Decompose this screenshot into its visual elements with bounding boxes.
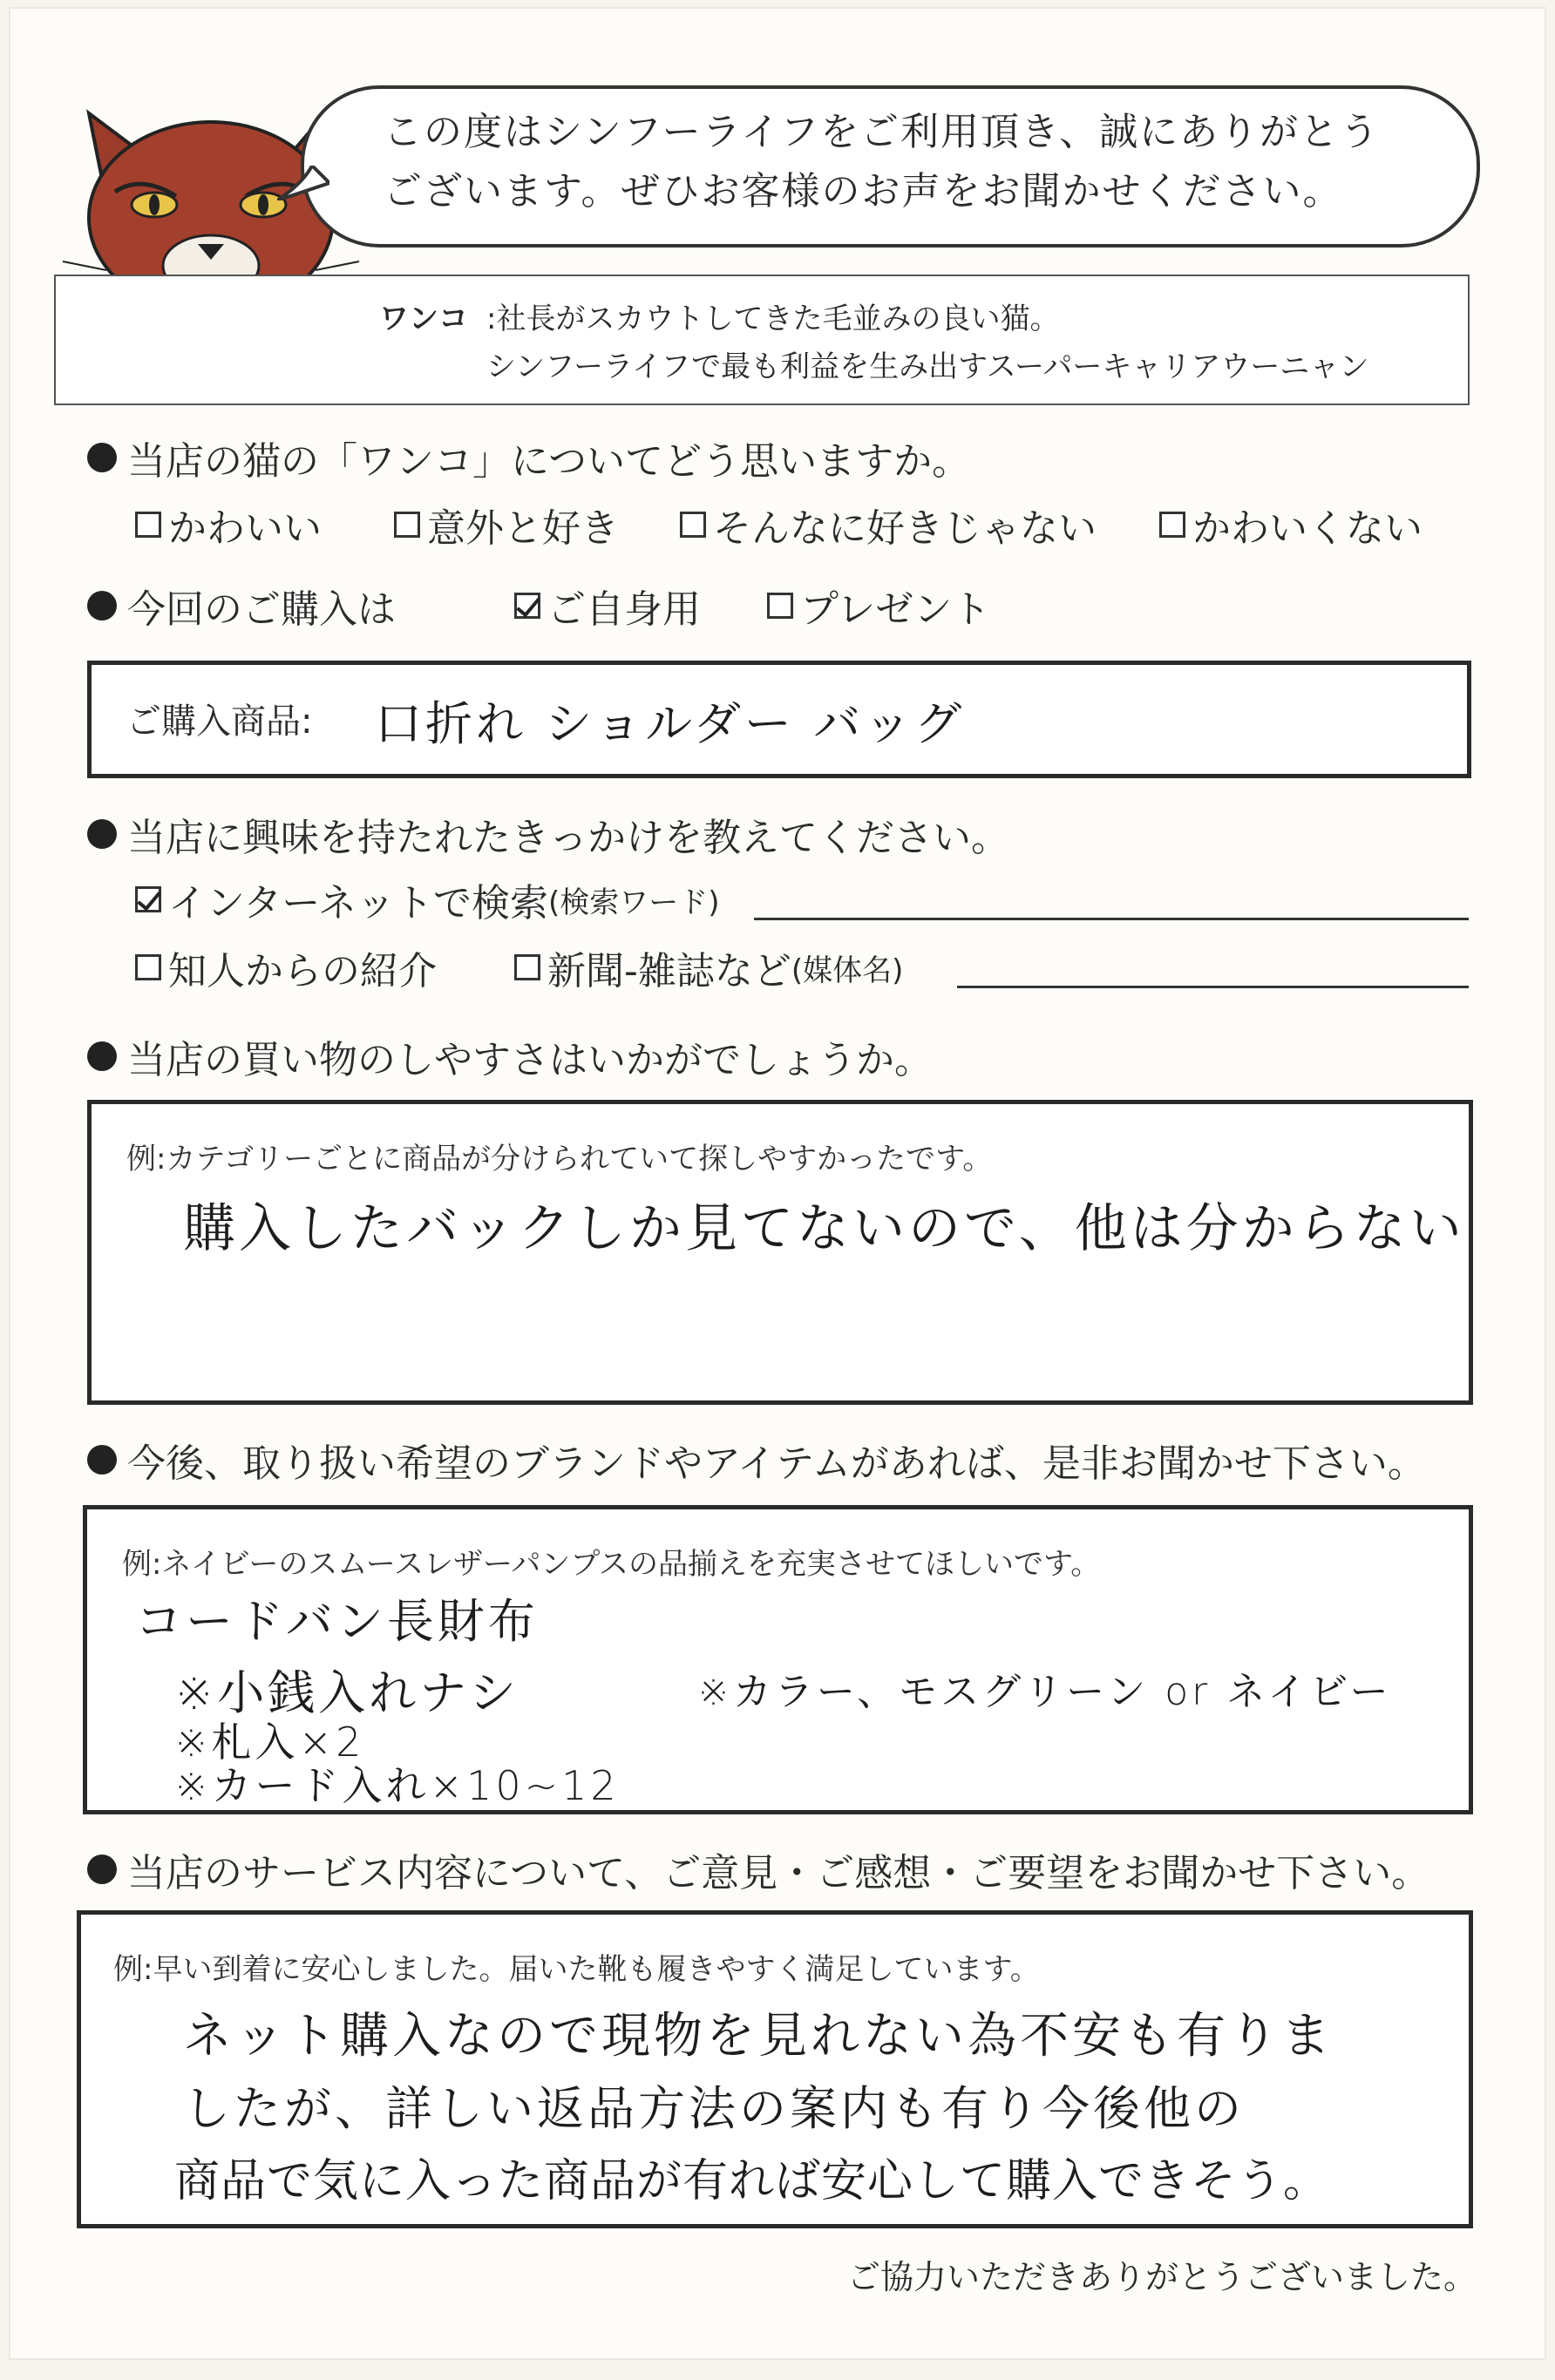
question-4 (87, 1028, 933, 1084)
wanko-description-line-2: シンフーライフで最も利益を生み出すスーパーキャリアウーニャン (486, 349, 1369, 384)
bullet-icon (87, 1041, 117, 1071)
q6-answer-line-1: ネット購入なので現物を見れない為不安も有りま (183, 2008, 1334, 2065)
speech-bubble-tail (277, 166, 329, 200)
option-sublabel: (媒体名) (791, 953, 904, 988)
option-label: かわいい (168, 506, 322, 551)
q4-example: 例:カテゴリーごとに商品が分けられていて探しやすかったです。 (126, 1142, 993, 1176)
bullet-icon (87, 443, 117, 472)
purchase-label: ご購入商品: (126, 702, 313, 742)
checkbox-checked-icon[interactable] (135, 886, 161, 912)
checkbox-icon[interactable] (767, 593, 793, 619)
greeting-line-2: ございます。ぜひお客様のお声をお聞かせください。 (384, 169, 1343, 214)
q2-option-jishin-you[interactable] (514, 578, 701, 634)
search-word-line[interactable] (754, 918, 1469, 920)
q1-option-sonnani-suki-janai[interactable] (680, 497, 1097, 553)
q2-option-present[interactable] (767, 578, 990, 634)
media-name-line[interactable] (957, 986, 1469, 988)
checkbox-icon[interactable] (680, 512, 706, 538)
q5-answer-line-4: ※カード入れ×10~12 (174, 1762, 620, 1809)
purchase-value: 口折れ ショルダー バッグ (375, 696, 966, 751)
checkbox-checked-icon[interactable] (514, 593, 540, 619)
question-1-text: 当店の猫の「ワンコ」についてどう思いますか。 (127, 439, 971, 484)
checkbox-icon[interactable] (135, 954, 161, 980)
checkbox-icon[interactable] (1159, 512, 1185, 538)
q1-option-kawaikunai[interactable] (1159, 497, 1423, 553)
checkbox-icon[interactable] (514, 954, 540, 980)
checkbox-icon[interactable] (135, 512, 161, 538)
bullet-icon (87, 591, 117, 620)
option-label: 新聞-雑誌など (547, 949, 791, 993)
option-label: そんなに好きじゃない (713, 506, 1097, 551)
question-1 (87, 430, 970, 485)
bullet-icon (87, 1445, 117, 1475)
option-label: インターネットで検索 (168, 881, 549, 926)
option-label: 意外と好き (427, 506, 619, 551)
greeting-text (384, 103, 1447, 221)
checkbox-icon[interactable] (394, 512, 420, 538)
question-6 (87, 1841, 1429, 1897)
q6-answer-line-2: したが、詳しい返品方法の案内も有り今後他の (183, 2081, 1245, 2136)
q5-example: 例:ネイビーのスムースレザーパンプスの品揃えを充実させてほしいです。 (122, 1547, 1101, 1582)
q6-answer-line-3: 商品で気に入った商品が有れば安心して購入できそう。 (174, 2155, 1330, 2207)
q3-option-media[interactable] (514, 939, 903, 995)
question-2-text: 今回のご購入は (127, 587, 396, 632)
bullet-icon (87, 1855, 117, 1884)
q5-answer-color-note: ※カラー、モスグリーン or ネイビー (697, 1670, 1392, 1714)
option-label: 知人からの紹介 (168, 949, 437, 993)
thank-you-note: ご協力いただきありがとうございました。 (846, 2258, 1477, 2296)
q3-option-friend[interactable] (135, 939, 437, 995)
question-6-text: 当店のサービス内容について、ご意見・ご感想・ご要望をお聞かせ下さい。 (127, 1851, 1430, 1895)
q5-answer-line-1: コードバン長財布 (135, 1594, 539, 1649)
bullet-icon (87, 819, 117, 849)
greeting-line-1: この度はシンフーライフをご利用頂き、誠にありがとう (384, 110, 1381, 154)
q5-answer-line-2: ※小銭入れナシ (174, 1665, 520, 1720)
option-label: ご自身用 (547, 587, 701, 632)
wanko-name: ワンコ (379, 302, 468, 336)
q4-answer: 購入したバックしか見てないので、他は分からない (183, 1198, 1465, 1259)
question-4-text: 当店の買い物のしやすさはいかがでしょうか。 (127, 1038, 933, 1082)
wanko-description-line-1: :社長がスカウトしてきた毛並みの良い猫。 (486, 302, 1060, 336)
question-5 (87, 1432, 1426, 1488)
q6-example: 例:早い到着に安心しました。届いた靴も履きやすく満足しています。 (113, 1952, 1040, 1987)
option-label: プレゼント (800, 587, 991, 632)
q3-option-internet[interactable] (135, 871, 720, 927)
question-2 (87, 578, 396, 634)
question-3-text: 当店に興味を持たれたきっかけを教えてください。 (127, 816, 1009, 860)
question-3 (87, 806, 1009, 862)
q1-option-igai-to-suki[interactable] (394, 497, 619, 553)
option-label: かわいくない (1192, 506, 1423, 551)
option-sublabel: (検索ワード) (548, 885, 720, 920)
question-5-text: 今後、取り扱い希望のブランドやアイテムがあれば、是非お聞かせ下さい。 (127, 1441, 1426, 1486)
q1-option-kawaii[interactable] (135, 497, 322, 553)
q5-answer-line-3: ※札入×2 (174, 1719, 365, 1766)
